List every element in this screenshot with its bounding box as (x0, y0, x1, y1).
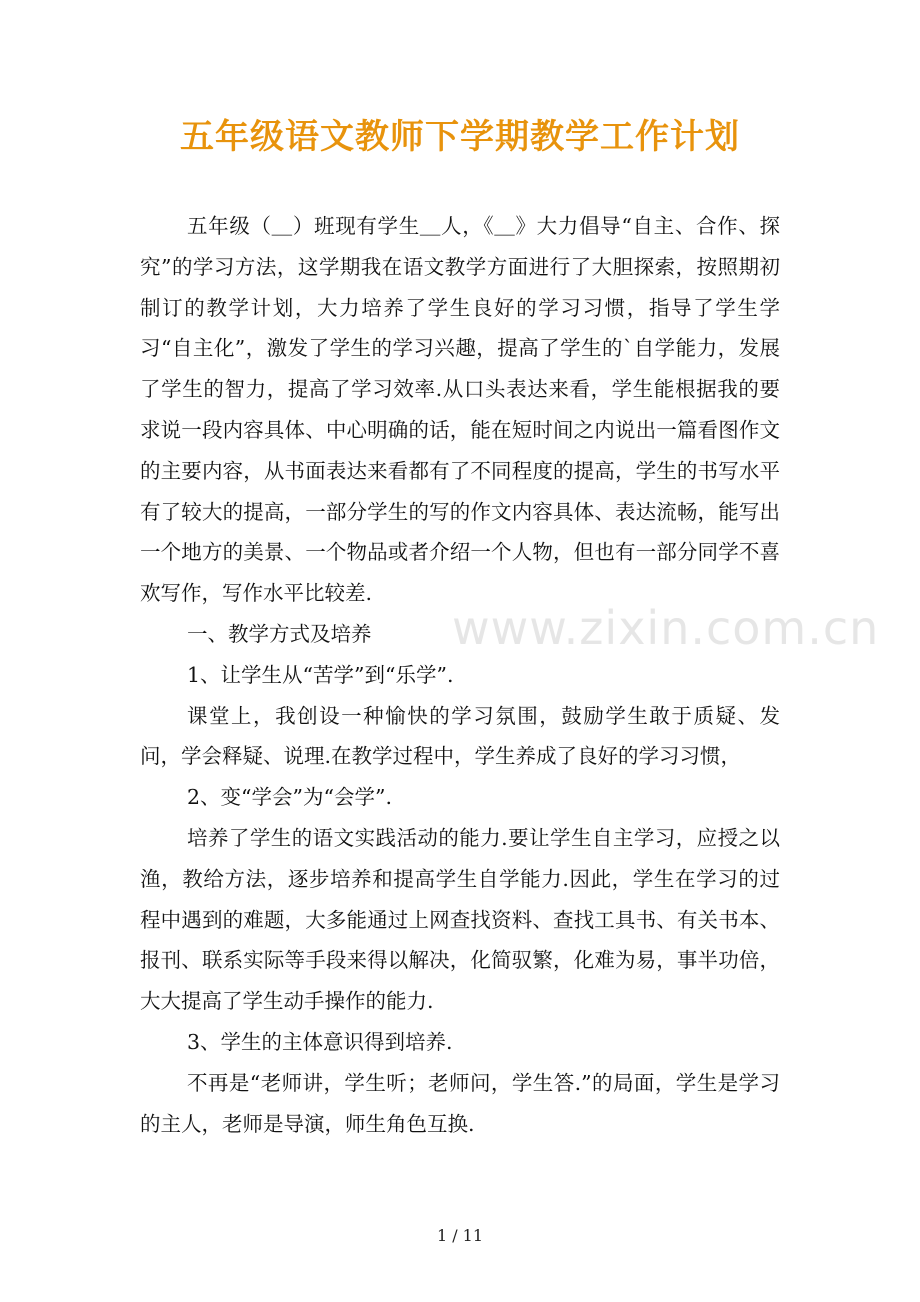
point-3-paragraph: 不再是“老师讲，学生听；老师问，学生答.”的局面，学生是学习的主人，老师是导演，师生角色互换. (140, 1070, 780, 1136)
document-title: 五年级语文教师下学期教学工作计划 (180, 117, 740, 157)
section-heading-teaching-methods: 一、教学方式及培养 (187, 621, 372, 646)
intro-paragraph: 五年级（＿）班现有学生＿人，《＿》大力倡导“自主、合作、探究”的学习方法，这学期我在语文教学方面进行了大胆探索，按照期初制订的教学计划，大力培养了学生良好的学习习惯，指导了学生学习“自主化”，激发了学生的学习兴趣，提高了学生的`自学能力，发展了学生的智力，提高了学习效率.从口头表达来看，学生能根据我的要求说一段内容具体、中心明确的话，能在短时间之内说出一篇看图作文的主要内容，从书面表达来看都有了不同程度的提高，学生的书写水平有了较大的提高，一部分学生的写的作文内容具体、表达流畅，能写出一个地方的美景、一个物品或者介绍一个人物，但也有一部分同学不喜欢写作，写作水平比较差. (140, 214, 780, 606)
point-1-heading: 1、让学生从“苦学”到“乐学”. (187, 662, 454, 687)
point-2-paragraph: 培养了学生的语文实践活动的能力.要让学生自主学习，应授之以渔，教给方法，逐步培养和提高学生自学能力.因此，学生在学习的过程中遇到的难题，大多能通过上网查找资料、查找工具书、有关书本、报刊、联系实际等手段来得以解决，化简驭繁，化难为易，事半功倍，大大提高了学生动手操作的能力. (140, 825, 780, 1014)
watermark: www.zixin.com.cn (452, 601, 880, 655)
document-body (140, 206, 780, 1144)
point-1-paragraph: 课堂上，我创设一种愉快的学习氛围，鼓励学生敢于质疑、发问，学会释疑、说理.在教学过程中，学生养成了良好的学习习惯， (140, 703, 780, 769)
point-2-heading: 2、变“学会”为“会学”. (187, 785, 392, 810)
page-number: 1 / 11 (436, 1226, 484, 1245)
point-3-heading: 3、学生的主体意识得到培养. (187, 1029, 453, 1054)
